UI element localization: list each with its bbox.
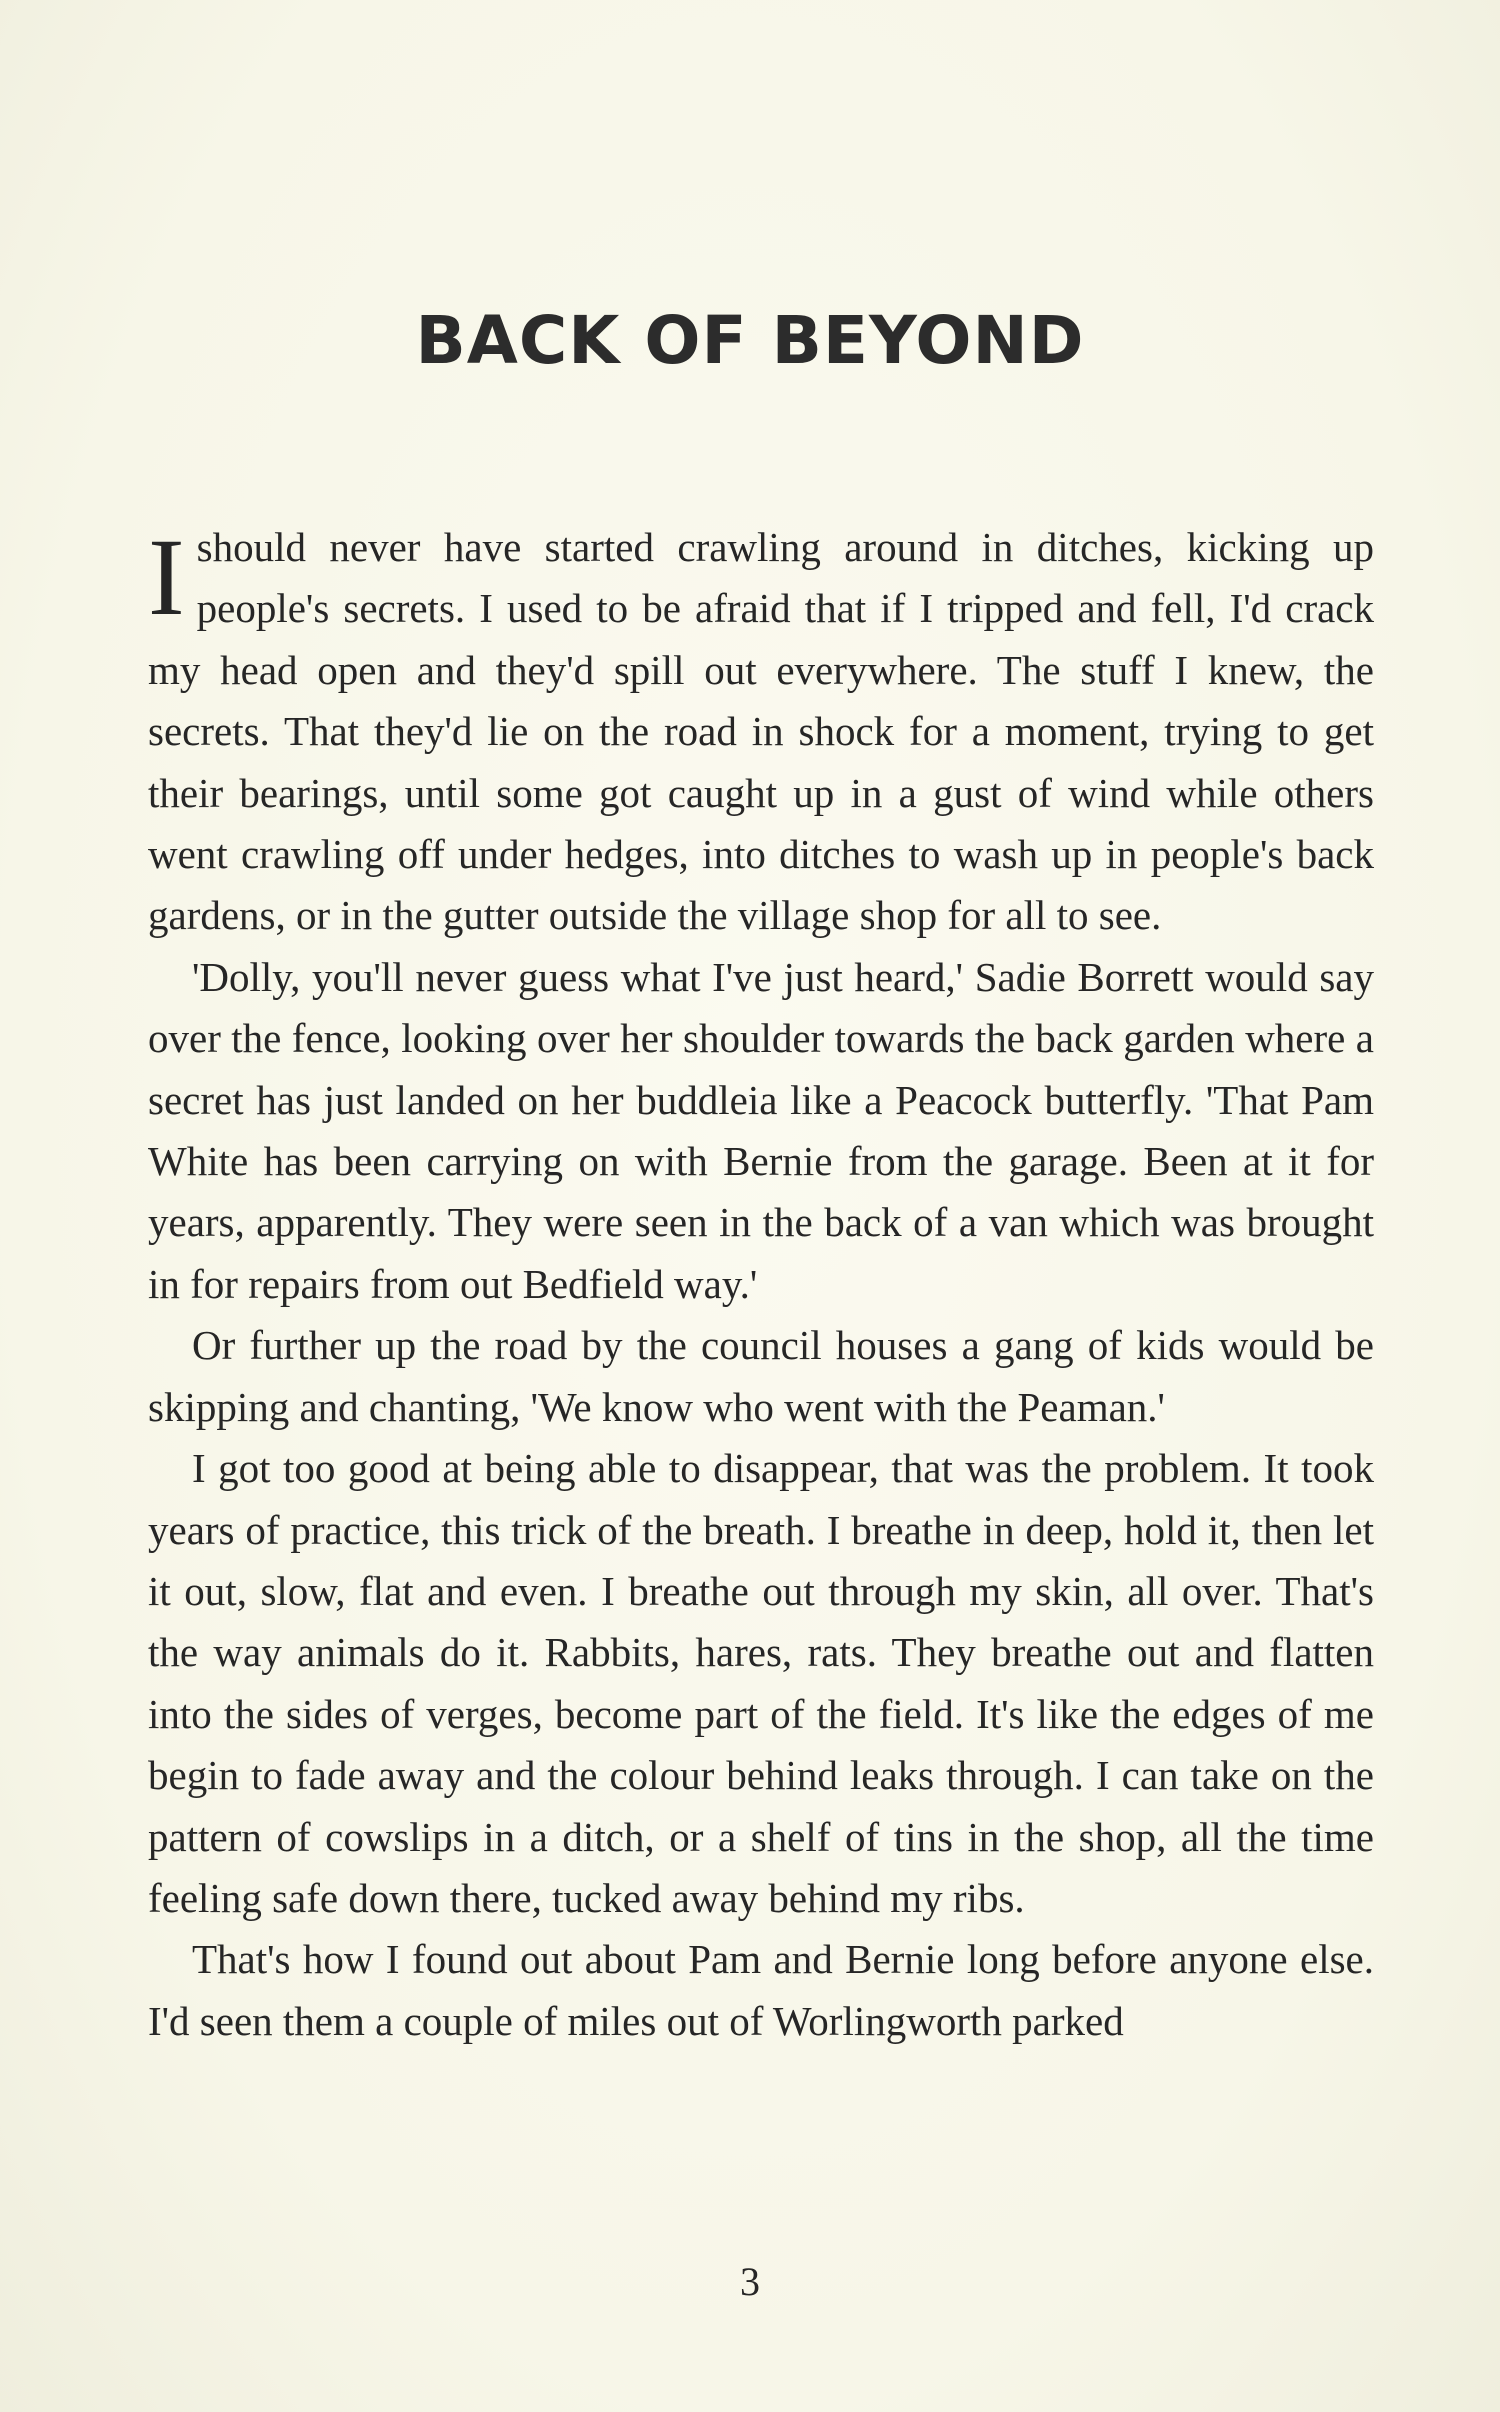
paragraph-1 [148,517,1374,947]
paragraph-2: 'Dolly, you'll never guess what I've just heard,' Sadie Borrett would say over the fence, looking over her shoulder towards the back garden where a secret has just landed on her buddleia like a Peacock butterfly. 'That Pam White has been carrying on with Bernie from the garage. Been at it for years, apparently. They were seen in the back of a van which was brought in for repairs from out Bedfield way.' [148,953,1374,1307]
paragraph-5: That's how I found out about Pam and Bernie long before anyone else. I'd seen them a couple of miles out of Worlingworth parked [148,1936,1374,2044]
chapter-title: BACK OF BEYOND [415,302,1085,379]
paragraph-3: Or further up the road by the council houses a gang of kids would be skipping and chanting, 'We know who went with the Peaman.' [148,1322,1374,1430]
drop-cap: I [148,516,185,638]
paragraph-4: I got too good at being able to disappear, that was the problem. It took years of practice, this trick of the breath. I breathe in deep, hold it, then let it out, slow, flat and even. I breathe out through my skin, all over. That's the way animals do it. Rabbits, hares, rats. They breathe out and flatten into the sides of verges, become part of the field. It's like the edges of me begin to fade away and the colour behind leaks through. I can take on the pattern of cowslips in a ditch, or a shelf of tins in the shop, all the time feeling safe down there, tucked away behind my ribs. [148,1445,1374,1921]
page-number: 3 [740,2259,760,2304]
paragraph-1-text: should never have started crawling around in ditches, kicking up people's secrets. I used to be afraid that if I tripped and fell, I'd crack my head open and they'd spill out everywhere. The stuff I knew, the secrets. That they'd lie on the road in shock for a moment, trying to get their bearings, until some got caught up in a gust of wind while others went crawling off under hedges, into ditches to wash up in people's back gardens, or in the gutter outside the village shop for all to see. [148,524,1374,939]
chapter-body [148,517,1374,2052]
